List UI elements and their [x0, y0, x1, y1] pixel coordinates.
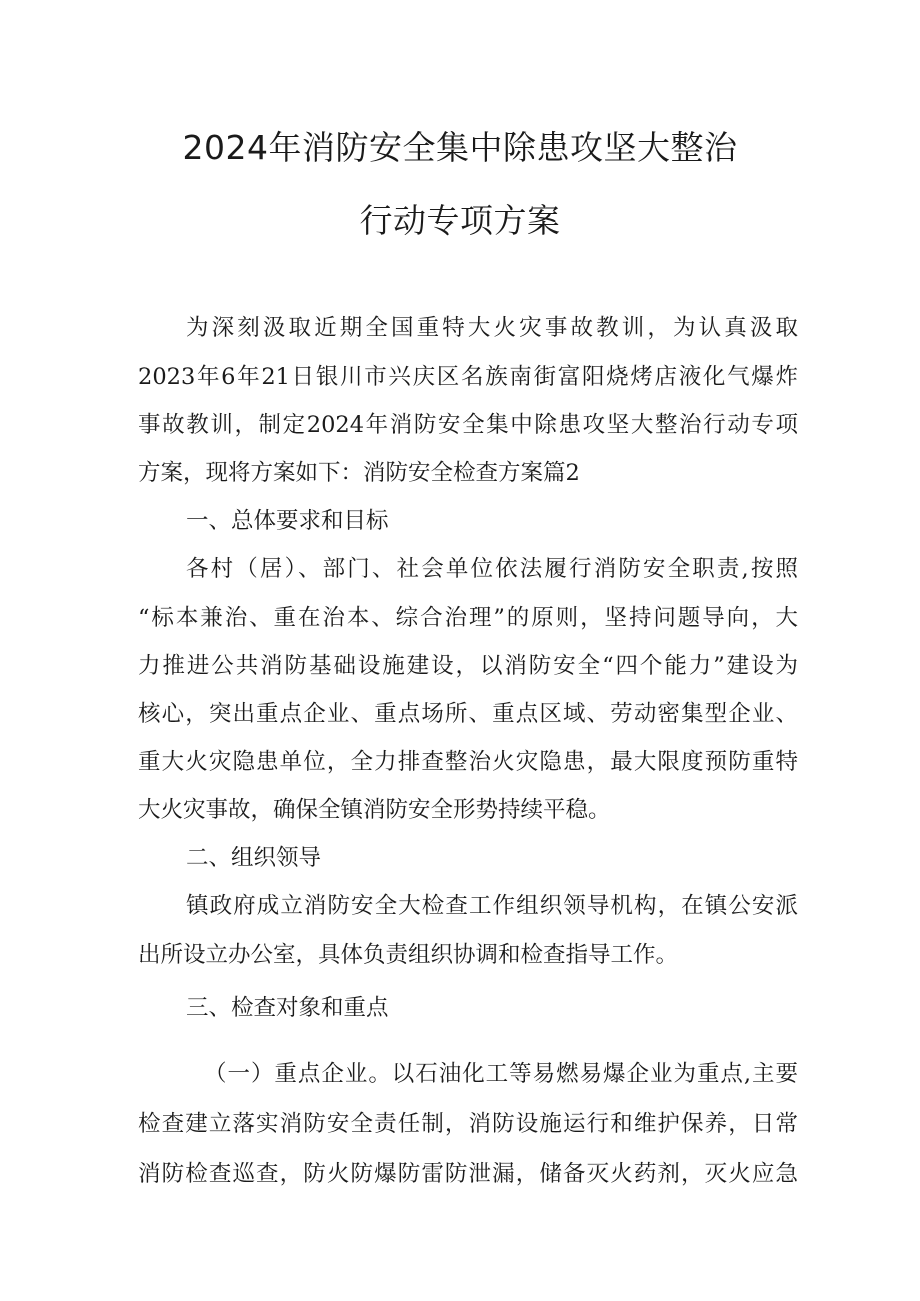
section3-line: 检查建立落实消防安全责任制，消防设施运行和维护保养，日常 [138, 1111, 798, 1137]
section1-line: 各村（居）、部门、社会单位依法履行消防安全职责,按照 [186, 556, 798, 582]
document-title-line-2: 行动专项方案 [359, 201, 561, 240]
section1-line: 大火灾事故，确保全镇消防安全形势持续平稳。 [138, 797, 611, 823]
section2-line: 出所设立办公室，具体负责组织协调和检查指导工作。 [138, 942, 679, 968]
section-heading-1: 一、总体要求和目标 [186, 508, 389, 534]
intro-line: 方案，现将方案如下：消防安全检查方案篇2 [138, 460, 580, 486]
intro-line: 2023年6年21日银川市兴庆区名族南街富阳烧烤店液化气爆炸 [138, 364, 798, 390]
intro-line: 为深刻汲取近期全国重特大火灾事故教训，为认真汲取 [186, 315, 798, 341]
section1-line: 核心，突出重点企业、重点场所、重点区域、劳动密集型企业、 [138, 701, 798, 727]
section1-line: 力推进公共消防基础设施建设，以消防安全“四个能力”建设为 [138, 653, 798, 679]
document-title-line-1: 2024年消防安全集中除患攻坚大整治 [182, 128, 738, 167]
section2-line: 镇政府成立消防安全大检查工作组织领导机构，在镇公安派 [186, 893, 798, 919]
intro-line: 事故教训，制定2024年消防安全集中除患攻坚大整治行动专项 [138, 412, 798, 438]
section-heading-2: 二、组织领导 [186, 845, 322, 871]
section-heading-3: 三、检查对象和重点 [186, 995, 389, 1021]
section1-line: “标本兼治、重在治本、综合治理”的原则，坚持问题导向，大 [138, 605, 798, 631]
section3-line: （一）重点企业。以石油化工等易燃易爆企业为重点,主要 [204, 1061, 798, 1087]
section3-line: 消防检查巡查，防火防爆防雷防泄漏，储备灭火药剂，灭火应急 [138, 1161, 798, 1187]
section1-line: 重大火灾隐患单位，全力排查整治火灾隐患，最大限度预防重特 [138, 749, 798, 775]
